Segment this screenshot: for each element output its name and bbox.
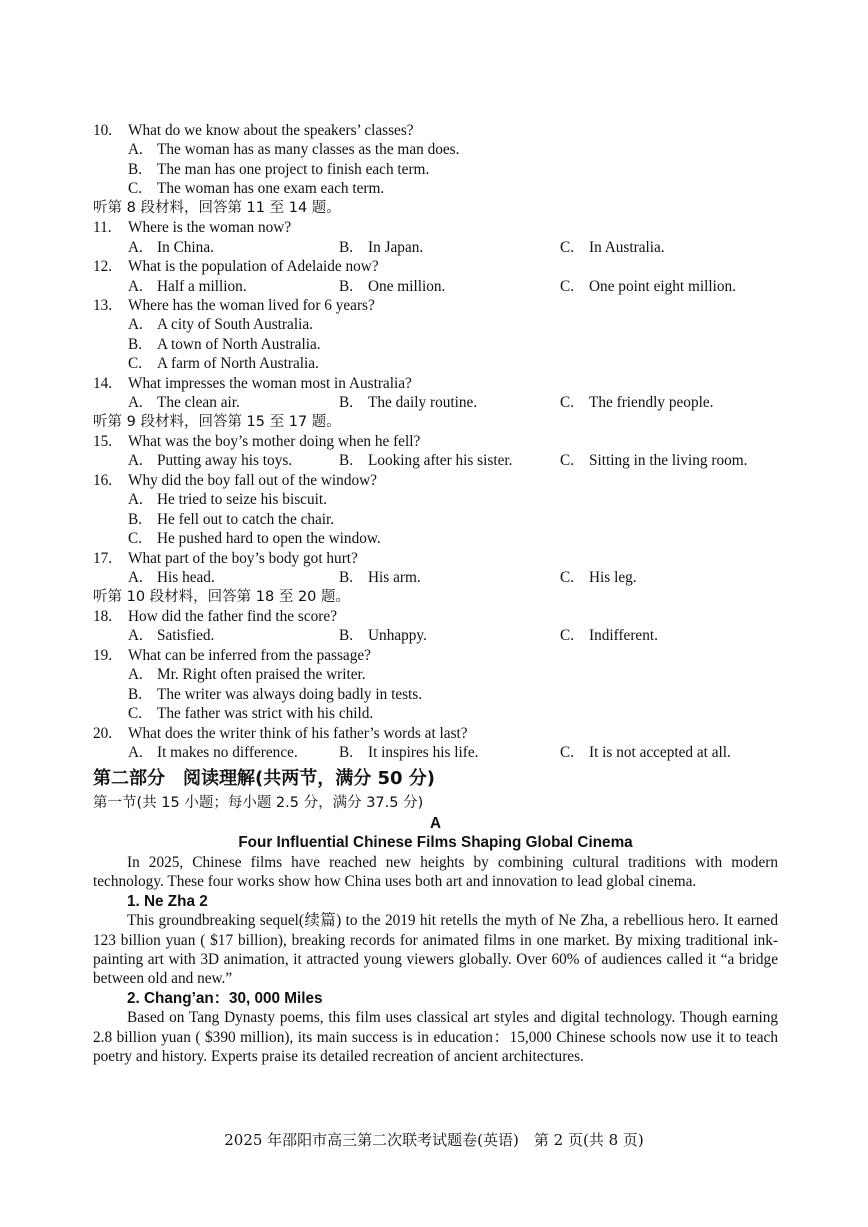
option-letter: B. <box>128 685 143 703</box>
question-12 <box>93 257 778 276</box>
question-20 <box>93 724 778 743</box>
option-letter: C. <box>560 238 575 256</box>
instruction-segment-10: 听第 10 段材料，回答第 18 至 20 题。 <box>93 588 351 605</box>
question-17 <box>93 549 778 568</box>
option-letter: A. <box>128 491 143 509</box>
page-footer: 2025 年邵阳市高三第二次联考试题卷(英语) 第 2 页(共 8 页) <box>224 1131 644 1149</box>
option-letter: B. <box>339 452 354 470</box>
option-letter: A. <box>128 452 143 470</box>
question-19 <box>93 646 778 665</box>
question-stem: What do we know about the speakers’ classes? <box>128 122 414 139</box>
question-stem: How did the father find the score? <box>128 607 337 625</box>
option-b <box>93 510 778 529</box>
option-c <box>560 393 713 412</box>
option-b <box>339 626 427 645</box>
option-letter: B. <box>128 160 143 178</box>
option-b <box>339 743 478 762</box>
option-letter: A. <box>128 394 143 412</box>
question-16 <box>93 471 778 490</box>
option-text: Satisfied. <box>157 627 215 645</box>
options-row <box>93 451 778 470</box>
option-letter: C. <box>560 452 575 470</box>
film-1-paragraph: This groundbreaking sequel(续篇) to the 2019 hit retells the myth of Ne Zha, a rebellious hero. It earned 123 billion yuan ( $17 billion), breaking records for animated films in one market. By mixing traditional ink-painting art with 3D animation, it attracted young viewers globally. Over 60% of audiences called it “a bridge between old and new.” <box>93 912 778 988</box>
section-one-title: 第一节(共 15 小题；每小题 2.5 分，满分 37.5 分) <box>93 795 424 812</box>
option-c <box>560 451 748 470</box>
option-letter: C. <box>560 569 575 587</box>
option-text: A town of North Australia. <box>157 335 321 353</box>
option-letter: A. <box>128 316 143 334</box>
question-10 <box>93 121 778 140</box>
option-text: In China. <box>157 238 214 256</box>
option-a <box>128 451 292 470</box>
options-row <box>93 393 778 412</box>
option-text: The man has one project to finish each term. <box>157 160 430 178</box>
option-a <box>93 665 778 684</box>
option-text: Indifferent. <box>589 627 658 645</box>
question-stem: Why did the boy fall out of the window? <box>128 471 377 489</box>
question-number: 16. <box>93 471 113 489</box>
passage-title: Four Influential Chinese Films Shaping Global Cinema <box>238 834 633 852</box>
question-number: 11. <box>93 219 112 237</box>
question-number: 13. <box>93 296 113 314</box>
option-text: It inspires his life. <box>368 744 479 761</box>
option-letter: C. <box>560 394 575 412</box>
option-text: He pushed hard to open the window. <box>157 530 381 548</box>
option-letter: C. <box>128 355 143 373</box>
passage-intro: In 2025, Chinese films have reached new heights by combining cultural traditions with modern technology. These four works show how China uses both art and innovation to lead global cinema. <box>93 853 778 891</box>
option-text: A farm of North Australia. <box>157 355 319 373</box>
question-stem: What is the population of Adelaide now? <box>128 258 379 276</box>
option-text: The friendly people. <box>589 394 714 412</box>
option-text: It makes no difference. <box>157 744 298 761</box>
option-letter: B. <box>128 335 143 353</box>
option-c <box>560 277 736 296</box>
option-letter: A. <box>128 744 143 761</box>
question-13 <box>93 296 778 315</box>
option-text: Mr. Right often praised the writer. <box>157 666 366 684</box>
option-b <box>93 160 778 179</box>
option-c <box>560 743 731 762</box>
option-letter: C. <box>560 744 575 761</box>
option-text: He tried to seize his biscuit. <box>157 491 327 509</box>
option-text: The woman has one exam each term. <box>157 180 385 198</box>
option-text: Half a million. <box>157 277 247 295</box>
option-text: A city of South Australia. <box>157 316 313 334</box>
option-text: In Japan. <box>368 238 424 256</box>
option-letter: B. <box>339 238 354 256</box>
options-row <box>93 238 778 257</box>
option-a <box>128 743 298 762</box>
option-text: Looking after his sister. <box>368 452 513 470</box>
option-text: One million. <box>368 277 446 295</box>
option-c <box>560 568 637 587</box>
option-text: Unhappy. <box>368 627 427 645</box>
option-b <box>339 568 421 587</box>
option-text: Putting away his toys. <box>157 452 293 470</box>
question-stem: Where is the woman now? <box>128 219 292 237</box>
option-letter: A. <box>128 277 143 295</box>
option-letter: B. <box>339 744 354 761</box>
option-a <box>128 238 214 257</box>
option-text: The woman has as many classes as the man does. <box>157 141 460 159</box>
option-b <box>339 451 512 470</box>
option-text: His head. <box>157 569 215 587</box>
option-c <box>93 179 778 198</box>
option-a <box>93 315 778 334</box>
film-2-paragraph: Based on Tang Dynasty poems, this film uses classical art styles and digital technology. Though earning 2.8 billion yuan ( $390 million), its main success is in education：15,000 Chinese schools now use it to teach poetry and history. Experts praise its detailed recreation of ancient architectures. <box>93 1009 778 1066</box>
option-letter: A. <box>128 627 143 645</box>
option-letter: B. <box>128 510 143 528</box>
question-stem: What can be inferred from the passage? <box>128 646 371 664</box>
option-a <box>128 626 214 645</box>
option-letter: C. <box>128 705 143 723</box>
option-a <box>93 140 778 159</box>
option-text: The writer was always doing badly in tests. <box>157 685 423 703</box>
option-a <box>128 393 240 412</box>
question-18 <box>93 607 778 626</box>
question-number: 12. <box>93 258 113 276</box>
question-number: 17. <box>93 549 113 567</box>
question-number: 20. <box>93 724 113 742</box>
question-stem: What part of the boy’s body got hurt? <box>128 549 358 567</box>
option-c <box>560 238 665 257</box>
option-a <box>128 277 247 296</box>
option-text: He fell out to catch the chair. <box>157 510 335 528</box>
option-letter: B. <box>339 569 354 587</box>
question-14 <box>93 374 778 393</box>
option-letter: A. <box>128 569 143 587</box>
option-text: His arm. <box>368 569 421 587</box>
option-b <box>93 335 778 354</box>
option-text: It is not accepted at all. <box>589 744 731 761</box>
option-text: His leg. <box>589 569 637 587</box>
option-a <box>93 490 778 509</box>
options-row <box>93 277 778 296</box>
option-text: In Australia. <box>589 238 665 256</box>
options-row <box>93 743 778 762</box>
option-letter: A. <box>128 238 143 256</box>
option-text: The father was strict with his child. <box>157 705 374 723</box>
option-text: The daily routine. <box>368 394 478 412</box>
question-stem: What was the boy’s mother doing when he fell? <box>128 433 421 450</box>
option-letter: C. <box>560 627 575 645</box>
option-a <box>128 568 215 587</box>
page-content <box>93 121 778 1067</box>
question-number: 14. <box>93 374 113 392</box>
option-b <box>339 393 477 412</box>
option-letter: C. <box>128 530 143 548</box>
option-c <box>560 626 658 645</box>
option-b <box>339 277 445 296</box>
options-row <box>93 568 778 587</box>
option-letter: C. <box>128 180 143 198</box>
option-letter: B. <box>339 394 354 412</box>
question-15 <box>93 432 778 451</box>
question-number: 10. <box>93 122 113 139</box>
option-b <box>339 238 423 257</box>
option-text: Sitting in the living room. <box>589 452 748 470</box>
part-two-title: 第二部分 阅读理解(共两节，满分 50 分) <box>93 768 436 790</box>
option-c <box>93 704 778 723</box>
question-stem: Where has the woman lived for 6 years? <box>128 296 375 314</box>
option-c <box>93 354 778 373</box>
option-b <box>93 685 778 704</box>
question-11 <box>93 218 778 237</box>
instruction-segment-9: 听第 9 段材料，回答第 15 至 17 题。 <box>93 413 341 430</box>
question-number: 19. <box>93 646 113 664</box>
option-text: One point eight million. <box>589 277 737 295</box>
option-letter: A. <box>128 141 143 159</box>
option-letter: B. <box>339 277 354 295</box>
option-c <box>93 529 778 548</box>
option-letter: C. <box>560 277 575 295</box>
question-stem: What impresses the woman most in Australia? <box>128 374 412 392</box>
question-number: 15. <box>93 433 113 450</box>
option-text: The clean air. <box>157 394 240 412</box>
option-letter: A. <box>128 666 143 684</box>
instruction-segment-8: 听第 8 段材料，回答第 11 至 14 题。 <box>93 199 341 216</box>
question-number: 18. <box>93 607 113 625</box>
film-1-heading: 1. Ne Zha 2 <box>127 892 208 910</box>
question-stem: What does the writer think of his father’s words at last? <box>128 724 468 742</box>
film-2-heading: 2. Chang’an：30, 000 Miles <box>127 989 323 1007</box>
option-letter: B. <box>339 627 354 645</box>
options-row <box>93 626 778 645</box>
passage-letter: A <box>429 814 442 832</box>
